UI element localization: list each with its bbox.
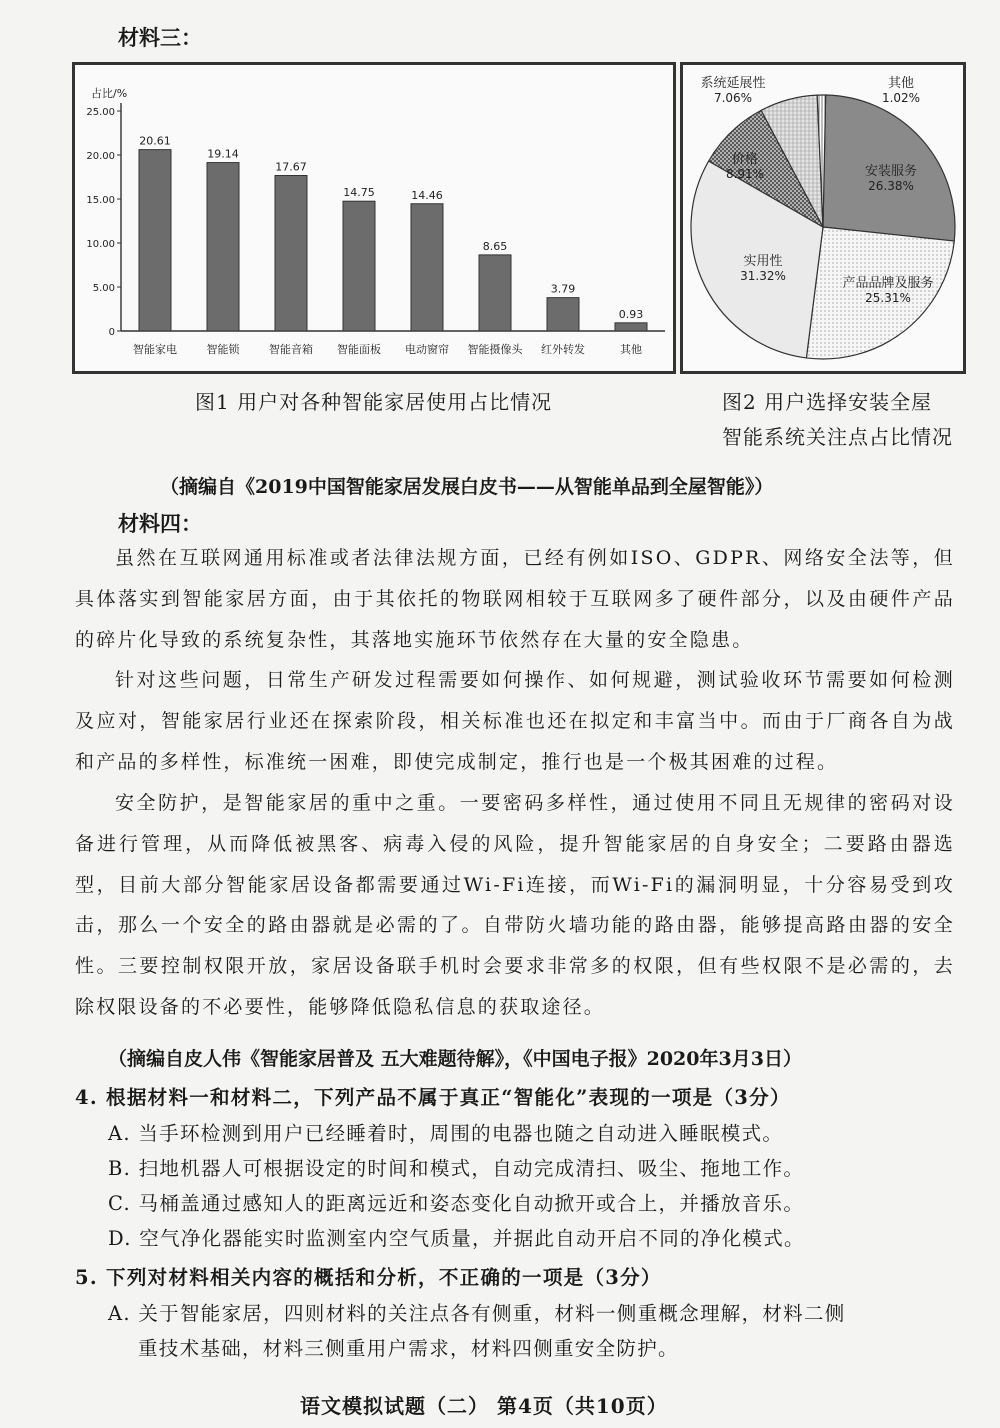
- bar-y-tick-label: 5.00: [92, 283, 115, 294]
- question4-option-c: C. 马桶盖通过感知人的距离远近和姿态变化自动掀开或合上，并播放音乐。: [108, 1192, 805, 1215]
- bar-category-label: 智能家电: [133, 343, 177, 356]
- bar: [207, 163, 239, 331]
- material4-paragraph-1: 虽然在互联网通用标准或者法律法规方面，已经有例如ISO、GDPR、网络安全法等，但具体落实到智能家居方面，由于其依托的物联网相较于互联网多了硬件部分，以及由硬件产品的碎片化导致的系统复杂性，其落地实施环节依然存在大量的安全隐患。: [75, 547, 955, 651]
- material4-paragraph-3: 安全防护，是智能家居的重中之重。一要密码多样性，通过使用不同且无规律的密码对设备进行管理，从而降低被黑客、病毒入侵的风险，提升智能家居的自身安全；二要路由器选型，目前大部分智能家居设备都需要通过Wi-Fi连接，而Wi-Fi的漏洞明显，十分容易受到攻击，那么一个安全的路由器就是必需的了。自带防火墙功能的路由器，能够提高路由器的安全性。三要控制权限开放，家居设备联手机时会要求非常多的权限，但有些权限不是必需的，去除权限设备的不必要性，能够降低隐私信息的获取途径。: [75, 792, 955, 1018]
- bar-value-label: 0.93: [618, 307, 644, 321]
- bar-category-label: 智能面板: [337, 343, 381, 356]
- question4-option-a: A. 当手环检测到用户已经睡着时，周围的电器也随之自动进入睡眠模式。: [108, 1122, 784, 1145]
- question5-option-a-line1: A. 关于智能家居，四则材料的关注点各有侧重，材料一侧重概念理解，材料二侧: [108, 1302, 846, 1325]
- pie-label: 产品品牌及服务: [842, 276, 934, 291]
- bar-chart: [75, 65, 673, 371]
- bar: [547, 298, 579, 331]
- bar-y-tick-label: 15.00: [86, 195, 115, 206]
- bar: [479, 255, 511, 331]
- figure1-frame: [72, 62, 676, 374]
- bar-value-label: 14.46: [411, 188, 443, 202]
- bar: [615, 323, 647, 331]
- figure2-caption-line1: 图2 用户选择安装全屋: [722, 390, 933, 414]
- figure1-caption: 图1 用户对各种智能家居使用占比情况: [195, 390, 553, 414]
- pie-value-label: 26.38%: [868, 179, 914, 193]
- pie-label: 系统延展性: [700, 76, 766, 91]
- question4-option-b: B. 扫地机器人可根据设定的时间和模式，自动完成清扫、吸尘、拖地工作。: [108, 1157, 805, 1180]
- material4-heading: 材料四：: [118, 511, 202, 536]
- material3-heading: 材料三：: [118, 25, 202, 50]
- pie-value-label: 25.31%: [865, 291, 911, 305]
- bar-category-label: 智能摄像头: [467, 343, 523, 356]
- bar-value-label: 17.67: [275, 160, 307, 174]
- bar-ylabel: 占比/%: [91, 87, 128, 100]
- figure2-caption-line2: 智能系统关注点占比情况: [722, 425, 953, 449]
- page-footer: 语文模拟试题（二） 第4页（共10页）: [300, 1394, 668, 1418]
- bar-category-label: 其他: [620, 343, 642, 356]
- material4-paragraph-2: 针对这些问题，日常生产研发过程需要如何操作、如何规避，测试验收环节需要如何检测及应对，智能家居行业还在探索阶段，相关标准也还在拟定和丰富当中。而由于厂商各自为战和产品的多样性，标准统一困难，即使完成制定，推行也是一个极其困难的过程。: [75, 669, 955, 773]
- pie-label: 安装服务: [864, 164, 918, 179]
- question4-option-d: D. 空气净化器能实时监测室内空气质量，并据此自动开启不同的净化模式。: [108, 1227, 805, 1250]
- bar-y-tick-label: 25.00: [86, 107, 115, 118]
- bar-category-label: 智能锁: [206, 343, 240, 356]
- bar: [343, 201, 375, 331]
- pie-label: 实用性: [743, 254, 783, 269]
- pie-label: 价格: [731, 152, 759, 167]
- pie-chart: [683, 65, 963, 371]
- material4-source: （摘编自皮人伟《智能家居普及 五大难题待解》，《中国电子报》2020年3月3日）: [108, 1048, 802, 1070]
- bar: [411, 204, 443, 331]
- bar-y-tick-label: 20.00: [86, 151, 115, 162]
- pie-value-label: 7.06%: [713, 91, 753, 105]
- bar-category-label: 电动窗帘: [405, 343, 449, 356]
- bar-category-label: 智能音箱: [269, 343, 313, 356]
- bar-y-tick-label: 10.00: [86, 239, 115, 250]
- pie-value-label: 8.91%: [725, 167, 765, 181]
- pie-value-label: 1.02%: [881, 91, 921, 105]
- question4-stem: 4. 根据材料一和材料二，下列产品不属于真正“智能化”表现的一项是（3分）: [75, 1086, 791, 1109]
- bar-value-label: 8.65: [482, 239, 508, 253]
- question5-option-a-line2: 重技术基础，材料三侧重用户需求，材料四侧重安全防护。: [138, 1337, 679, 1360]
- question5-stem: 5. 下列对材料相关内容的概括和分析，不正确的一项是（3分）: [75, 1266, 662, 1289]
- bar-y-tick-label: 0: [108, 327, 115, 338]
- bar-value-label: 20.61: [139, 134, 171, 148]
- bar-category-label: 红外转发: [541, 343, 585, 356]
- material3-source: （摘编自《2019中国智能家居发展白皮书——从智能单品到全屋智能》）: [160, 476, 774, 498]
- pie-label: 其他: [887, 76, 915, 91]
- bar-value-label: 19.14: [207, 147, 239, 161]
- figure2-frame: [680, 62, 966, 374]
- bar-value-label: 14.75: [343, 186, 375, 200]
- bar: [139, 150, 171, 331]
- bar: [275, 176, 307, 331]
- bar-value-label: 3.79: [550, 282, 576, 296]
- pie-value-label: 31.32%: [740, 269, 786, 283]
